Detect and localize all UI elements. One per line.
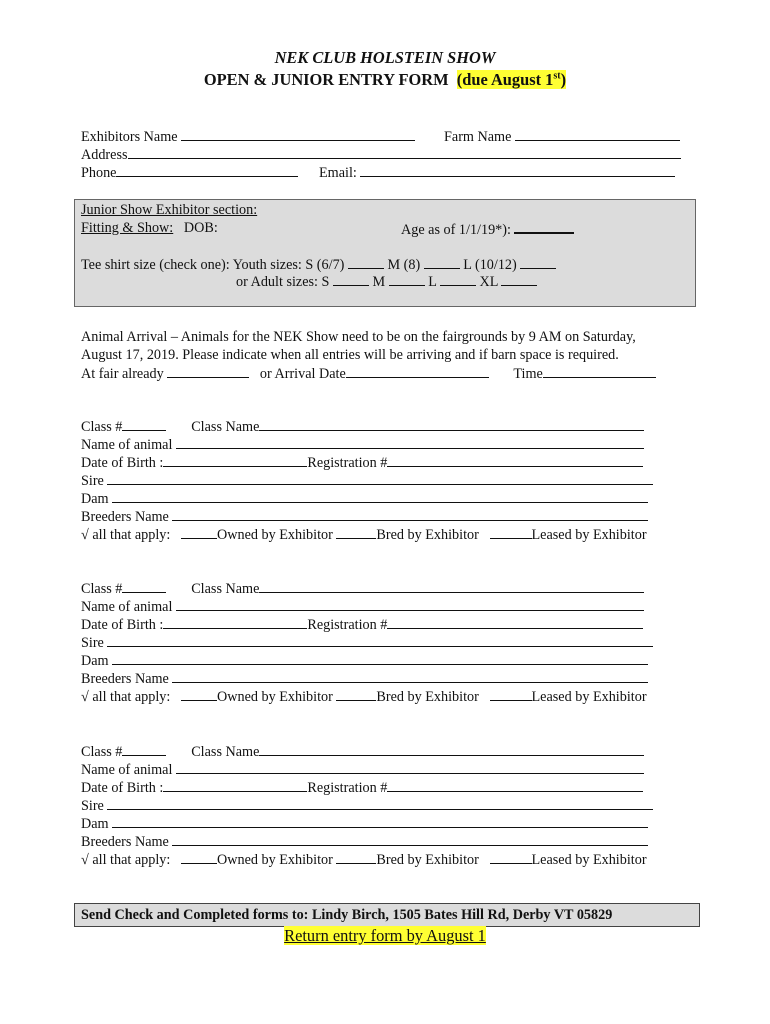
sire-field[interactable]: [107, 796, 653, 810]
check-label: √ all that apply:: [81, 689, 171, 705]
entry-2-row-2: [81, 597, 644, 616]
due-close: ): [560, 70, 567, 89]
owned-field[interactable]: [181, 850, 217, 864]
due-sup: st: [553, 70, 561, 82]
arrival-time-label: Time: [513, 366, 543, 382]
bred-field[interactable]: [336, 687, 376, 701]
return-reminder-text: Return entry form by August 1: [284, 926, 486, 945]
entry-1-row-7: [81, 525, 647, 544]
sire-field[interactable]: [107, 471, 653, 485]
entry-3-row-6: [81, 832, 648, 851]
entry-1-row-5: [81, 489, 648, 508]
registration-label: Registration #: [307, 780, 388, 796]
tee-adult-label: or Adult sizes: S: [236, 274, 330, 290]
email-label: Email:: [319, 165, 357, 181]
leased-label: Leased by Exhibitor: [531, 689, 647, 705]
youth-m-field[interactable]: [424, 255, 460, 269]
animal-name-field[interactable]: [176, 760, 644, 774]
entry-2-row-6: [81, 669, 648, 688]
registration-field[interactable]: [387, 615, 643, 629]
email-row: [319, 163, 675, 182]
entry-3-row-3: [81, 778, 643, 797]
phone-row: [81, 163, 298, 182]
leased-field[interactable]: [490, 525, 532, 539]
address-row: [81, 145, 681, 164]
adult-l-field[interactable]: [440, 272, 476, 286]
class-num-label: Class #: [81, 419, 123, 435]
exhibitor-name-label: Exhibitors Name: [81, 129, 178, 145]
entry-2-row-4: [81, 633, 653, 652]
class-num-label: Class #: [81, 581, 123, 597]
entry-1-row-3: [81, 453, 643, 472]
age-row: [401, 219, 574, 239]
owned-label: Owned by Exhibitor: [217, 689, 333, 705]
entry-1-row-2: [81, 435, 644, 454]
fitting-row: [81, 219, 218, 237]
entry-3-row-4: [81, 796, 653, 815]
leased-label: Leased by Exhibitor: [531, 527, 647, 543]
dam-label: Dam: [81, 653, 109, 669]
phone-field[interactable]: [116, 163, 298, 177]
leased-field[interactable]: [490, 687, 532, 701]
birth-date-label: Date of Birth :: [81, 617, 164, 633]
registration-field[interactable]: [387, 453, 643, 467]
entry-1-row-4: [81, 471, 653, 490]
entry-2-row-7: [81, 687, 647, 706]
send-address: Send Check and Completed forms to: Lindy Birch, 1505 Bates Hill Rd, Derby VT 05829: [81, 907, 613, 923]
exhibitor-name-field[interactable]: [181, 127, 415, 141]
class-num-label: Class #: [81, 744, 123, 760]
youth-s-field[interactable]: [348, 255, 384, 269]
return-reminder: [0, 926, 770, 946]
check-label: √ all that apply:: [81, 527, 171, 543]
dam-field[interactable]: [112, 489, 648, 503]
junior-section-label: [81, 201, 257, 219]
youth-m-label: M (8): [387, 257, 421, 273]
birth-date-label: Date of Birth :: [81, 780, 164, 796]
class-name-field[interactable]: [259, 742, 644, 756]
dob-label: DOB:: [183, 220, 218, 236]
leased-field[interactable]: [490, 850, 532, 864]
animal-name-field[interactable]: [176, 435, 644, 449]
form-title: NEK CLUB HOLSTEIN SHOW: [274, 48, 496, 67]
class-name-label: Class Name: [191, 419, 260, 435]
arrival-time-field[interactable]: [543, 364, 656, 378]
address-field[interactable]: [128, 145, 681, 159]
class-name-label: Class Name: [191, 744, 260, 760]
owned-field[interactable]: [181, 687, 217, 701]
breeders-field[interactable]: [172, 832, 648, 846]
due-text: (due August 1: [456, 70, 554, 89]
entry-2-row-1: [81, 579, 644, 598]
due-date-highlight: [457, 70, 566, 89]
arrival-line-2: August 17, 2019. Please indicate when all entries will be arriving and if barn space is required.: [81, 347, 619, 363]
age-field[interactable]: [514, 219, 574, 234]
animal-name-label: Name of animal: [81, 599, 173, 615]
dam-field[interactable]: [112, 814, 648, 828]
youth-l-label: L (10/12): [463, 257, 517, 273]
breeders-field[interactable]: [172, 507, 648, 521]
adult-m-label: M: [372, 274, 386, 290]
owned-label: Owned by Exhibitor: [217, 527, 333, 543]
at-fair-label: At fair already: [81, 366, 164, 382]
class-num-field[interactable]: [122, 579, 166, 593]
dam-label: Dam: [81, 491, 109, 507]
sire-label: Sire: [81, 473, 104, 489]
breeders-label: Breeders Name: [81, 834, 169, 850]
entry-3-row-2: [81, 760, 644, 779]
sire-label: Sire: [81, 635, 104, 651]
animal-name-field[interactable]: [176, 597, 644, 611]
subtitle-text: OPEN & JUNIOR ENTRY FORM: [203, 70, 449, 89]
entry-3-row-5: [81, 814, 648, 833]
bred-label: Bred by Exhibitor: [376, 852, 479, 868]
birth-date-field[interactable]: [163, 453, 307, 467]
adult-xl-label: XL: [479, 274, 498, 290]
tee-youth-label: Tee shirt size (check one): Youth sizes: S (6/7): [81, 257, 345, 273]
breeders-field[interactable]: [172, 669, 648, 683]
breeders-label: Breeders Name: [81, 671, 169, 687]
entry-3-row-7: [81, 850, 647, 869]
birth-date-field[interactable]: [163, 615, 307, 629]
bred-field[interactable]: [336, 850, 376, 864]
exhibitor-name-row: [81, 127, 415, 146]
breeders-label: Breeders Name: [81, 509, 169, 525]
entry-2-row-3: [81, 615, 643, 634]
youth-l-field[interactable]: [520, 255, 556, 269]
junior-section-title: Junior Show Exhibitor section:: [81, 202, 258, 218]
owned-label: Owned by Exhibitor: [217, 852, 333, 868]
sire-field[interactable]: [107, 633, 653, 647]
arrival-fields-row: [81, 364, 656, 383]
birth-date-field[interactable]: [163, 778, 307, 792]
birth-date-label: Date of Birth :: [81, 455, 164, 471]
registration-label: Registration #: [307, 455, 388, 471]
adult-l-label: L: [428, 274, 437, 290]
email-field[interactable]: [360, 163, 675, 177]
adult-m-field[interactable]: [389, 272, 425, 286]
age-label: Age as of 1/1/19*):: [401, 222, 511, 238]
class-num-field[interactable]: [122, 742, 166, 756]
entry-2-row-5: [81, 651, 648, 670]
bred-label: Bred by Exhibitor: [376, 689, 479, 705]
entry-1-row-1: [81, 417, 644, 436]
farm-name-row: [444, 127, 680, 146]
sire-label: Sire: [81, 798, 104, 814]
leased-label: Leased by Exhibitor: [531, 852, 647, 868]
tee-adult-row: [236, 272, 537, 291]
owned-field[interactable]: [181, 525, 217, 539]
arrival-date-field[interactable]: [346, 364, 489, 378]
class-name-label: Class Name: [191, 581, 260, 597]
entry-3-row-1: [81, 742, 644, 761]
class-num-field[interactable]: [122, 417, 166, 431]
check-label: √ all that apply:: [81, 852, 171, 868]
fitting-label: Fitting & Show:: [81, 220, 174, 236]
bred-label: Bred by Exhibitor: [376, 527, 479, 543]
arrival-line-1: Animal Arrival – Animals for the NEK Show need to be on the fairgrounds by 9 AM on Saturday,: [81, 329, 636, 345]
registration-field[interactable]: [387, 778, 643, 792]
farm-name-field[interactable]: [515, 127, 680, 141]
registration-label: Registration #: [307, 617, 388, 633]
animal-name-label: Name of animal: [81, 762, 173, 778]
form-subtitle: [0, 70, 770, 90]
at-fair-field[interactable]: [167, 364, 249, 378]
address-label: Address: [81, 147, 128, 163]
animal-name-label: Name of animal: [81, 437, 173, 453]
dam-field[interactable]: [112, 651, 648, 665]
adult-s-field[interactable]: [333, 272, 369, 286]
adult-xl-field[interactable]: [501, 272, 537, 286]
dam-label: Dam: [81, 816, 109, 832]
arrival-date-label: or Arrival Date: [259, 366, 346, 382]
bred-field[interactable]: [336, 525, 376, 539]
phone-label: Phone: [81, 165, 117, 181]
entry-1-row-6: [81, 507, 648, 526]
farm-name-label: Farm Name: [444, 129, 512, 145]
class-name-field[interactable]: [259, 579, 644, 593]
class-name-field[interactable]: [259, 417, 644, 431]
